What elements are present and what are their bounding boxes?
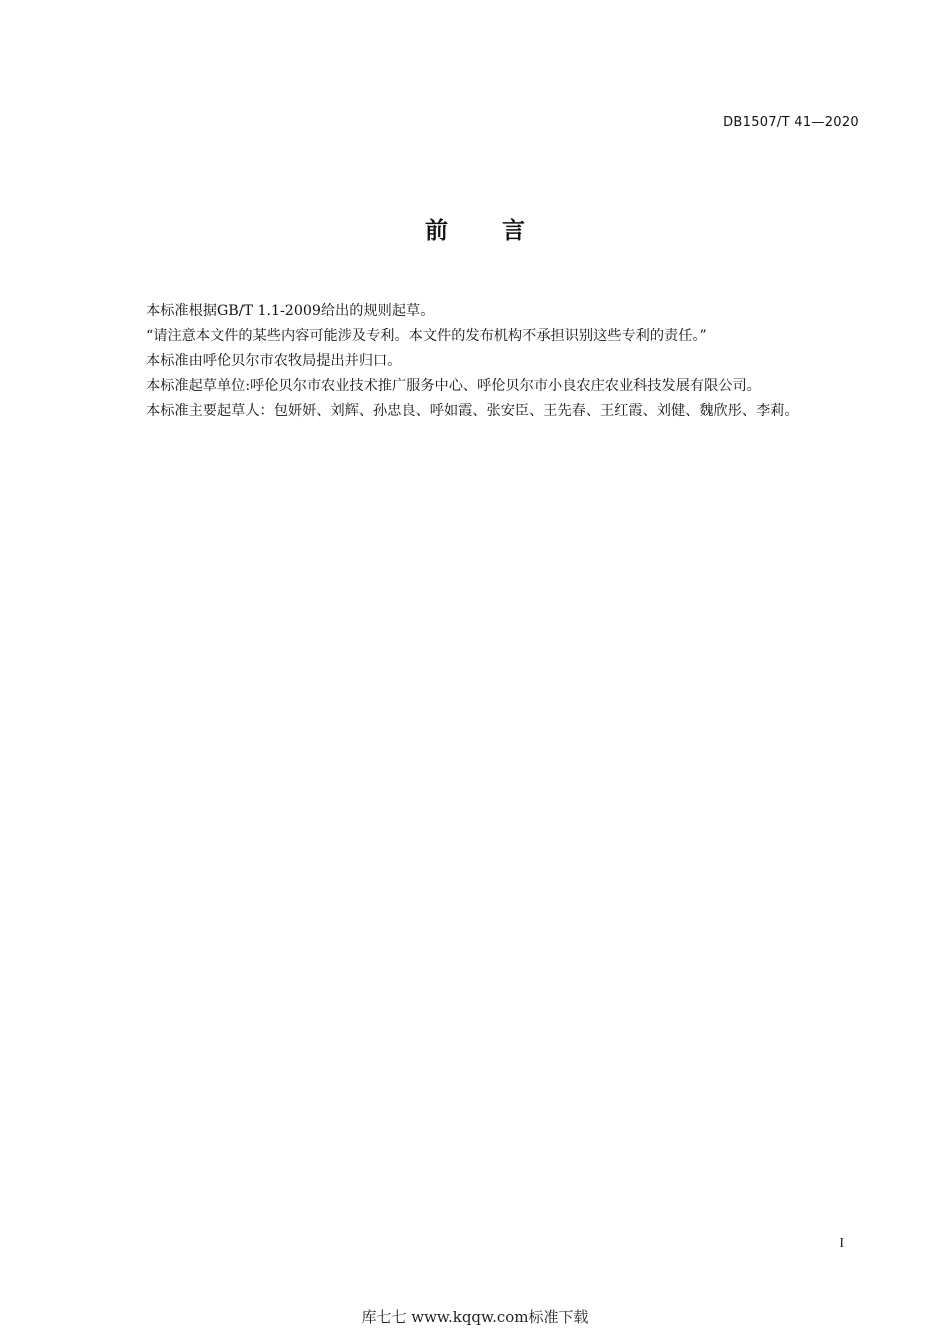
footer-watermark-text: 库七七 www.kqqw.com标准下载 [361,1308,589,1326]
page-title: 前言 [425,218,579,244]
document-code: DB1507/T 41—2020 [723,115,859,130]
paragraph-drafting-units: 本标准起草单位:呼伦贝尔市农业技术推广服务中心、呼伦贝尔市小良农庄农业科技发展有限公司。 [146,378,761,394]
paragraph-proposer: 本标准由呼伦贝尔市农牧局提出并归口。 [146,353,402,369]
page-number: I [839,1236,844,1251]
paragraph-patent-notice: “请注意本文件的某些内容可能涉及专利。本文件的发布机构不承担识别这些专利的责任。” [146,328,707,344]
paragraph-drafters: 本标准主要起草人：包妍妍、刘辉、孙忠良、呼如霞、张安臣、王先春、王红霞、刘健、魏欣彤、李莉。 [146,403,799,419]
paragraph-drafting-rules: 本标准根据GB/T 1.1-2009给出的规则起草。 [146,303,435,319]
foreword-body [113,299,861,424]
